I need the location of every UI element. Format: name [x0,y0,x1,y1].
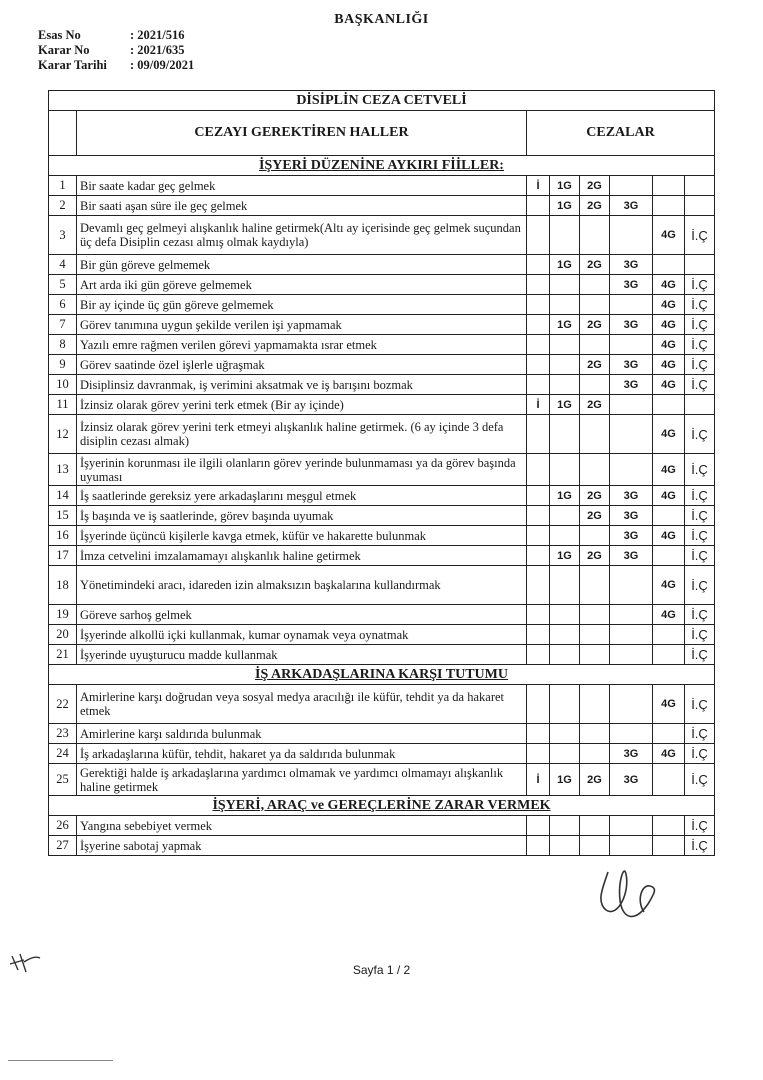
row-number: 4 [49,255,77,275]
penalty-cell [580,816,610,836]
meta-value: : 09/09/2021 [130,58,195,72]
penalty-cell [550,816,580,836]
penalty-cell [610,176,653,196]
penalty-cell [653,764,685,796]
penalty-cell: 1G [550,176,580,196]
penalty-cell: İ [527,395,550,415]
row-number: 23 [49,724,77,744]
penalty-cell: İ.Ç [685,295,715,315]
section-title: İŞYERİ DÜZENİNE AYKIRI FİİLLER: [49,156,715,176]
penalty-cell [580,625,610,645]
case-description: Devamlı geç gelmeyi alışkanlık haline getirmek(Altı ay içerisinde geç gelmek suçundan üç defa Disiplin cezası almış olmak kaydıyla) [77,216,527,255]
penalty-cell [580,685,610,724]
row-number: 26 [49,816,77,836]
table-row [49,744,715,764]
table-row [49,645,715,665]
row-number: 6 [49,295,77,315]
section-title: İŞYERİ, ARAÇ ve GEREÇLERİNE ZARAR VERMEK [49,796,715,816]
penalty-cell: 3G [610,375,653,395]
penalty-cell: 1G [550,196,580,216]
case-description: İşyerinde uyuşturucu madde kullanmak [77,645,527,665]
penalty-cell [527,566,550,605]
penalty-cell: İ.Ç [685,744,715,764]
case-description: İş başında ve iş saatlerinde, görev başında uyumak [77,506,527,526]
case-description: İzinsiz olarak görev yerini terk etmeyi alışkanlık haline getirmek. (6 ay içinde 3 defa disiplin cezası almak) [77,415,527,454]
penalty-cell: İ.Ç [685,355,715,375]
penalty-cell: İ.Ç [685,506,715,526]
penalty-cell: 2G [580,355,610,375]
penalty-cell: İ.Ç [685,335,715,355]
penalty-cell [527,546,550,566]
row-number: 21 [49,645,77,665]
row-number: 14 [49,486,77,506]
table-row [49,764,715,796]
row-number: 18 [49,566,77,605]
case-description: Bir gün göreve gelmemek [77,255,527,275]
case-description: Bir saati aşan süre ile geç gelmek [77,196,527,216]
penalty-cell [527,744,550,764]
penalty-cell [580,335,610,355]
case-description: İşyerine sabotaj yapmak [77,836,527,856]
penalty-table [48,90,715,856]
row-number: 5 [49,275,77,295]
penalty-cell [610,605,653,625]
table-row [49,295,715,315]
row-number: 25 [49,764,77,796]
header-blank-cell [49,111,77,156]
meta-label: Esas No [38,28,81,42]
penalty-cell [685,196,715,216]
penalty-cell [610,415,653,454]
penalty-cell [610,625,653,645]
penalty-cell: 3G [610,526,653,546]
signature-scribble [578,852,668,932]
case-description: İşyerinin korunması ile ilgili olanların görev yerinde bulunmaması ya da görev başında uyuması [77,454,527,486]
penalty-cell: İ.Ç [685,816,715,836]
penalty-cell: İ.Ç [685,275,715,295]
penalty-cell [550,295,580,315]
row-number: 16 [49,526,77,546]
penalty-cell: 3G [610,546,653,566]
penalty-cell: 4G [653,526,685,546]
penalty-cell: 4G [653,744,685,764]
penalty-cell [653,176,685,196]
penalty-cell [550,836,580,856]
meta-row-karar-no [38,43,194,58]
penalty-cell: 4G [653,415,685,454]
table-row [49,566,715,605]
penalty-cell [527,486,550,506]
penalty-cell [550,744,580,764]
penalty-cell [550,375,580,395]
table-row [49,315,715,335]
meta-row-karar-tarihi [38,58,194,73]
case-description: Amirlerine karşı doğrudan veya sosyal medya aracılığı ile küfür, tehdit ya da hakaret etmek [77,685,527,724]
penalty-cell: 3G [610,355,653,375]
penalty-cell [527,526,550,546]
row-number: 7 [49,315,77,335]
document-header-title: BAŞKANLIĞI [334,12,429,27]
row-number: 22 [49,685,77,724]
penalty-cell: İ.Ç [685,836,715,856]
table-row [49,506,715,526]
row-number: 20 [49,625,77,645]
penalty-cell: 4G [653,375,685,395]
penalty-cell [527,255,550,275]
case-metadata [38,28,194,73]
penalty-cell [550,685,580,724]
penalty-cell [527,196,550,216]
penalty-cell [527,355,550,375]
penalty-cell [527,295,550,315]
penalty-cell: 1G [550,315,580,335]
case-description: İşyerinde alkollü içki kullanmak, kumar oynamak veya oynatmak [77,625,527,645]
table-row [49,605,715,625]
penalty-cell [550,415,580,454]
meta-row-esas-no [38,28,194,43]
table-row [49,415,715,454]
penalty-cell [580,724,610,744]
penalty-cell: 4G [653,605,685,625]
row-number: 11 [49,395,77,415]
penalty-cell [580,526,610,546]
table-row [49,454,715,486]
table-row [49,395,715,415]
penalty-cell: 4G [653,315,685,335]
penalty-cell: 2G [580,546,610,566]
penalty-cell: İ.Ç [685,546,715,566]
case-description: İş arkadaşlarına küfür, tehdit, hakaret ya da saldırıda bulunmak [77,744,527,764]
penalty-cell: 3G [610,764,653,796]
row-number: 12 [49,415,77,454]
penalty-cell: 4G [653,275,685,295]
penalty-cell: İ [527,764,550,796]
penalty-cell [550,566,580,605]
penalty-cell: 4G [653,566,685,605]
penalty-cell: İ.Ç [685,526,715,546]
penalty-cell [550,724,580,744]
column-header-cases: CEZAYI GEREKTİREN HALLER [77,111,527,156]
case-description: Disiplinsiz davranmak, iş verimini aksatmak ve iş barışını bozmak [77,375,527,395]
row-number: 15 [49,506,77,526]
table-row [49,685,715,724]
penalty-cell [550,275,580,295]
penalty-cell [580,275,610,295]
penalty-cell: 1G [550,764,580,796]
penalty-cell [580,375,610,395]
case-description: Yönetimindeki aracı, idareden izin almaksızın başkalarına kullandırmak [77,566,527,605]
penalty-cell [527,216,550,255]
penalty-cell: 1G [550,395,580,415]
penalty-cell [527,816,550,836]
penalty-cell [610,335,653,355]
penalty-cell [580,566,610,605]
table-row [49,176,715,196]
row-number: 2 [49,196,77,216]
penalty-cell [550,645,580,665]
penalty-cell [527,685,550,724]
penalty-cell: 4G [653,216,685,255]
meta-value: : 2021/516 [130,28,185,42]
penalty-cell: 2G [580,486,610,506]
penalty-cell: 2G [580,255,610,275]
case-description: Yangına sebebiyet vermek [77,816,527,836]
penalty-cell [610,816,653,836]
penalty-cell [685,395,715,415]
penalty-cell: 3G [610,196,653,216]
penalty-cell [610,454,653,486]
penalty-cell [527,315,550,335]
penalty-cell: 1G [550,486,580,506]
case-description: Bir ay içinde üç gün göreve gelmemek [77,295,527,315]
table-row [49,355,715,375]
penalty-cell [527,375,550,395]
meta-label: Karar No [38,43,90,57]
penalty-cell: 3G [610,744,653,764]
table-row [49,275,715,295]
penalty-cell [610,216,653,255]
penalty-cell: İ.Ç [685,216,715,255]
penalty-cell [610,685,653,724]
page-number: Sayfa 1 / 2 [352,963,411,977]
row-number: 1 [49,176,77,196]
penalty-cell: 3G [610,315,653,335]
penalty-cell [610,395,653,415]
penalty-cell [653,196,685,216]
penalty-cell: 4G [653,295,685,315]
penalty-cell [653,546,685,566]
penalty-cell [653,816,685,836]
case-description: İşyerinde üçüncü kişilerle kavga etmek, küfür ve hakarette bulunmak [77,526,527,546]
case-description: Art arda iki gün göreve gelmemek [77,275,527,295]
table-row [49,255,715,275]
penalty-cell: 1G [550,255,580,275]
penalty-cell [527,724,550,744]
penalty-cell [653,724,685,744]
table-row [49,196,715,216]
penalty-cell: 2G [580,315,610,335]
column-header-penalties: CEZALAR [527,111,715,156]
penalty-cell [685,176,715,196]
penalty-cell [527,625,550,645]
penalty-cell [653,625,685,645]
penalty-cell: 2G [580,506,610,526]
table-row [49,216,715,255]
penalty-cell [580,216,610,255]
penalty-cell: İ [527,176,550,196]
penalty-cell: İ.Ç [685,375,715,395]
penalty-cell [527,415,550,454]
penalty-cell: İ.Ç [685,486,715,506]
penalty-cell: İ.Ç [685,724,715,744]
penalty-cell: 4G [653,454,685,486]
penalty-cell [653,645,685,665]
penalty-cell [550,216,580,255]
case-description: Yazılı emre rağmen verilen görevi yapmamakta ısrar etmek [77,335,527,355]
penalty-cell: 3G [610,486,653,506]
case-description: Görev saatinde özel işlerle uğraşmak [77,355,527,375]
penalty-cell: 3G [610,255,653,275]
table-row [49,335,715,355]
table-row [49,486,715,506]
footer-rule [8,1060,113,1061]
case-description: Bir saate kadar geç gelmek [77,176,527,196]
penalty-cell [580,454,610,486]
case-description: Göreve sarhoş gelmek [77,605,527,625]
penalty-cell: İ.Ç [685,315,715,335]
penalty-cell: İ.Ç [685,415,715,454]
penalty-cell: İ.Ç [685,625,715,645]
penalty-cell: 1G [550,546,580,566]
penalty-cell: 4G [653,486,685,506]
case-description: Amirlerine karşı saldırıda bulunmak [77,724,527,744]
penalty-cell [550,506,580,526]
case-description: Gerektiği halde iş arkadaşlarına yardımcı olmamak ve yardımcı olmamayı alışkanlık haline getirmek [77,764,527,796]
table-row [49,546,715,566]
penalty-cell [580,605,610,625]
penalty-cell [653,255,685,275]
section-title: İŞ ARKADAŞLARINA KARŞI TUTUMU [49,665,715,685]
penalty-cell [550,526,580,546]
penalty-cell [610,295,653,315]
penalty-cell [527,454,550,486]
penalty-cell: İ.Ç [685,645,715,665]
case-description: İş saatlerinde gereksiz yere arkadaşlarını meşgul etmek [77,486,527,506]
row-number: 27 [49,836,77,856]
penalty-cell [580,415,610,454]
penalty-cell [580,645,610,665]
penalty-cell: 3G [610,506,653,526]
table-row [49,526,715,546]
case-description: İzinsiz olarak görev yerini terk etmek (Bir ay içinde) [77,395,527,415]
penalty-cell [580,744,610,764]
penalty-cell: İ.Ç [685,566,715,605]
penalty-cell [653,395,685,415]
case-description: Görev tanımına uygun şekilde verilen işi yapmamak [77,315,527,335]
penalty-cell [550,625,580,645]
row-number: 19 [49,605,77,625]
row-number: 3 [49,216,77,255]
penalty-cell [527,605,550,625]
table-row [49,724,715,744]
row-number: 24 [49,744,77,764]
penalty-cell [550,355,580,375]
penalty-cell: 2G [580,764,610,796]
row-number: 10 [49,375,77,395]
penalty-cell: İ.Ç [685,764,715,796]
penalty-cell: 2G [580,196,610,216]
penalty-cell [685,255,715,275]
penalty-cell: İ.Ç [685,605,715,625]
penalty-cell [550,605,580,625]
penalty-cell [653,506,685,526]
table-row [49,625,715,645]
penalty-cell [550,335,580,355]
penalty-cell [610,645,653,665]
penalty-cell [527,836,550,856]
penalty-cell: 3G [610,275,653,295]
table-title: DİSİPLİN CEZA CETVELİ [49,91,715,111]
row-number: 17 [49,546,77,566]
penalty-cell: 2G [580,395,610,415]
row-number: 13 [49,454,77,486]
penalty-cell [527,645,550,665]
table-row [49,816,715,836]
penalty-cell [610,566,653,605]
penalty-cell: İ.Ç [685,454,715,486]
row-number: 9 [49,355,77,375]
case-description: İmza cetvelini imzalamamayı alışkanlık haline getirmek [77,546,527,566]
penalty-cell: 4G [653,685,685,724]
penalty-cell: İ.Ç [685,685,715,724]
penalty-cell [527,275,550,295]
penalty-cell [527,506,550,526]
penalty-cell [550,454,580,486]
penalty-cell: 4G [653,355,685,375]
table-row [49,375,715,395]
meta-value: : 2021/635 [130,43,185,57]
meta-label: Karar Tarihi [38,58,107,72]
row-number: 8 [49,335,77,355]
penalty-cell [580,295,610,315]
penalty-cell: 4G [653,335,685,355]
penalty-cell [527,335,550,355]
penalty-cell: 2G [580,176,610,196]
penalty-cell [610,724,653,744]
